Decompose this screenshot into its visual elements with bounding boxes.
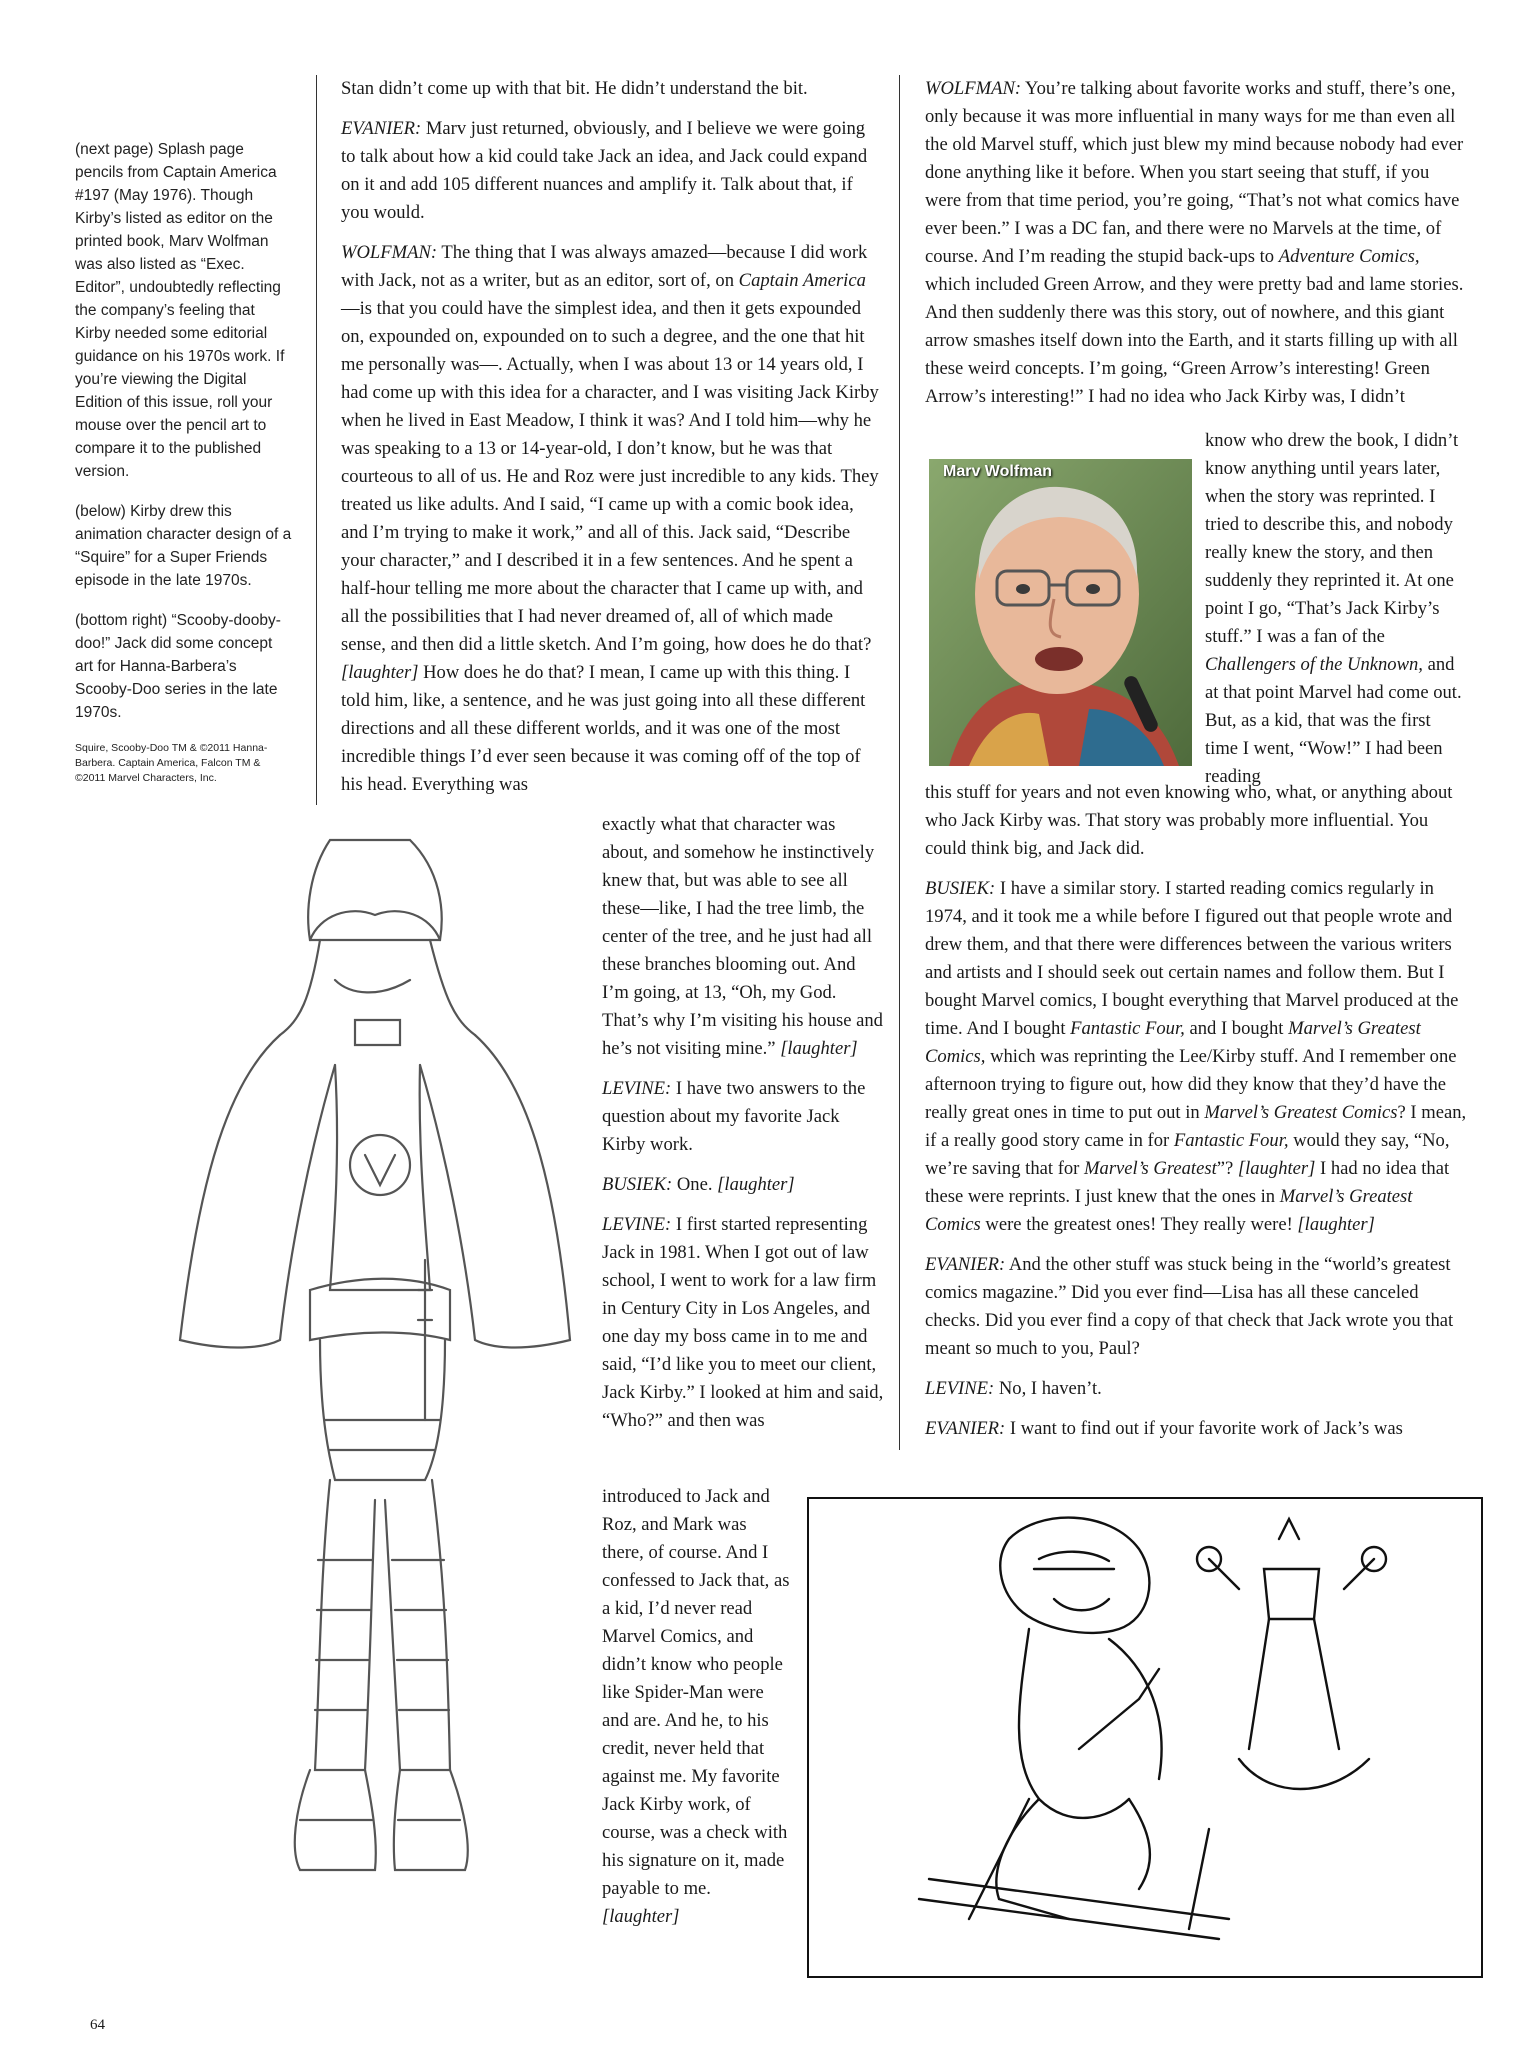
middle-para-1: [341, 115, 881, 227]
squire-pencil-drawing: [160, 820, 590, 1980]
text: I had no idea that these were reprints. I just knew that the ones in: [925, 1158, 1450, 1207]
text: were the greatest ones! They really were!: [980, 1214, 1298, 1235]
speaker-evanier: EVANIER:: [925, 1418, 1006, 1439]
right-para-0c: [1205, 427, 1467, 791]
title: Fantastic Four,: [1173, 1130, 1289, 1151]
right-para-2: [925, 1251, 1467, 1363]
title: Marvel’s Greatest: [1084, 1158, 1217, 1179]
title: Fantastic Four,: [1070, 1018, 1185, 1039]
scooby-doo-concept-art: [807, 1497, 1483, 1978]
laughter: [laughter]: [1237, 1158, 1316, 1179]
speaker-busiek: BUSIEK:: [602, 1174, 673, 1195]
speaker-levine: LEVINE:: [602, 1078, 672, 1099]
right-para-0a: [925, 75, 1467, 411]
text: I want to find out if your favorite work of Jack’s was: [1005, 1418, 1403, 1439]
text: which included Green Arrow, and they were pretty bad and lame stories. And then suddenly there was this story, out of nowhere, and this giant arrow smashes itself down into the Earth, and it starts filling up with all these weird concepts. I’m going, “Green Arrow’s interesting! Green Arrow’s interesting!” I had no idea who Jack Kirby was, I didn’t: [925, 274, 1464, 407]
text: One.: [672, 1174, 718, 1195]
text: ”?: [1216, 1158, 1238, 1179]
laughter: [laughter]: [602, 1906, 680, 1927]
text: ? I mean, if a really good story came in for: [925, 1102, 1467, 1151]
speaker-busiek: BUSIEK:: [925, 878, 996, 899]
narrow-para-3b: [602, 1483, 792, 1931]
caption-next-page: (next page) Splash page pencils from Captain America #197 (May 1976). Though Kirby’s listed as editor on the printed book, Marv Wolfman was also listed as “Exec. Editor”, undoubtedly reflecting the company’s feeling that Kirby needed some editorial guidance on his 1970s work. If you’re viewing the Digital Edition of this issue, roll your mouse over the pencil art to compare it to the published version.: [75, 141, 285, 480]
portrait-illustration: [929, 459, 1192, 766]
narrow-column-bottom: [602, 1483, 792, 1943]
narrow-para-3a: [602, 1211, 884, 1435]
laughter: [laughter]: [780, 1038, 858, 1059]
copyright-credit: Squire, Scooby-Doo TM & ©2011 Hanna-Barbera. Captain America, Falcon TM & ©2011 Marvel Characters, Inc.: [75, 742, 268, 784]
text: You’re talking about favorite works and stuff, there’s one, only because it was more influential in many ways for me than even all the old Marvel stuff, which just blew my mind because nobody had ever done anything like it before. When you start seeing that stuff, if you were from that time period, you’re going, “That’s not what comics have ever been.” I was a DC fan, and there were no Marvels at the time, of course. And I’m reading the stupid back-ups to: [925, 78, 1464, 267]
title-captain-america: Captain America: [738, 270, 866, 291]
squire-sketch: [160, 820, 590, 1980]
text: exactly what that character was about, and somehow he instinctively knew that, but was able to see all these—like, I had the tree limb, the center of the tree, and he just had all these branches blooming out. And I’m going, at 13, “Oh, my God. That’s why I’m visiting his house and he’s not visiting mine.”: [602, 814, 883, 1059]
text: How does he do that? I mean, I came up with this thing. I told him, like, a sentence, and he was just going into all these different directions and all these different worlds, and it was one of the most incredible things I’d ever seen because it was coming off of the top of his head. Everything was: [341, 662, 866, 795]
title: Marvel’s Greatest Comics: [1204, 1102, 1398, 1123]
right-column-top: [925, 75, 1467, 411]
right-para-0e: this stuff for years and not even knowing who, what, or anything about who Jack Kirby was. That story was probably more influential. You could think big, and Jack did.: [925, 782, 1453, 859]
text: I first started representing Jack in 1981. When I got out of law school, I went to work for a law firm in Century City in Los Angeles, and one day my boss came in to me and said, “I’d like you to meet our client, Jack Kirby.” I looked at him and said, “Who?” and then was: [602, 1214, 884, 1431]
title: Marvel’s Greatest Comics: [925, 1186, 1413, 1235]
right-para-1: [925, 875, 1467, 1239]
narrow-column: [602, 811, 884, 1435]
laughter: [laughter]: [1297, 1214, 1375, 1235]
speaker-evanier: EVANIER:: [341, 118, 422, 139]
speaker-wolfman: WOLFMAN:: [925, 78, 1022, 99]
text: would they say, “No, we’re saving that for: [925, 1130, 1450, 1179]
title-adventure-comics: Adventure Comics,: [1278, 246, 1420, 267]
narrow-para-2: [602, 1171, 884, 1199]
middle-para-2: [341, 239, 881, 799]
text: And the other stuff was stuck being in the “world’s greatest comics magazine.” Did you ever find—Lisa has all these canceled checks. Did you ever find a copy of that check that Jack wrote you that meant so much to you, Paul?: [925, 1254, 1454, 1359]
text: I have a similar story. I started reading comics regularly in 1974, and it took me a while before I figured out that people wrote and drew them, and that there were differences between the various writers and artists and I should seek out certain names and follow them. But I bought Marvel comics, I bought everything that Marvel produced at the time. And I bought: [925, 878, 1459, 1039]
middle-column: [341, 75, 881, 811]
speaker-levine: LEVINE:: [925, 1378, 995, 1399]
photo-label: Marv Wolfman: [943, 463, 1053, 480]
text: know who drew the book, I didn’t know anything until years later, when the story was reprinted. I tried to describe this, and nobody really knew the story, and then suddenly they reprinted it. At one point I go, “That’s Jack Kirby’s stuff.” I was a fan of the: [1205, 430, 1459, 647]
speaker-levine: LEVINE:: [602, 1214, 672, 1235]
right-column-bottom: [925, 779, 1467, 1455]
laughter: [laughter]: [717, 1174, 795, 1195]
narrow-para-1: [602, 1075, 884, 1159]
column-rule-right: [899, 75, 900, 1450]
text: I have two answers to the question about my favorite Jack Kirby work.: [602, 1078, 866, 1155]
narrow-para-0: [602, 811, 884, 1063]
marv-wolfman-photo: [929, 459, 1192, 766]
speaker-wolfman: WOLFMAN:: [341, 242, 438, 263]
text: —is that you could have the simplest idea, and then it gets expounded on, expounded on, expounded on to such a degree, and the one that hit me personally was—. Actually, when I was about 13 or 14 years old, I had come up with this idea for a character, and I was visiting Jack Kirby when he lived in East Meadow, I think it was? And I told him—why he was speaking to a 13 or 14-year-old, I don’t know, but he was that courteous to all of us. He and Roz were just incredible to any kids. They treated us like adults. And I said, “I came up with a comic book idea, and I’m trying to make it work,” and all of this. Jack said, “Describe your character,” and I described it in a few sentences. And he spent a half-hour telling me more about the character that I came up with, and all the possibilities that I had never dreamed of, all of which made sense, and then did a little sketch. And I’m going, how does he do that?: [341, 298, 879, 655]
text: The thing that I was always amazed—because I did work with Jack, not as a writer, but as an editor, sort of, on: [341, 242, 868, 291]
title-challengers: Challengers of the Unknown,: [1205, 654, 1423, 675]
text: No, I haven’t.: [994, 1378, 1102, 1399]
middle-para-0: Stan didn’t come up with that bit. He didn’t understand the bit.: [341, 78, 808, 99]
text: introduced to Jack and Roz, and Mark was there, of course. And I confessed to Jack that, as a kid, I’d never read Marvel Comics, and didn’t know who people like Spider-Man were and are. And he, to his credit, never held that against me. My favorite Jack Kirby work, of course, was a check with his signature on it, made payable to me.: [602, 1486, 790, 1899]
text: which was reprinting the Lee/Kirby stuff. And I remember one afternoon trying to figure out, how did they know that they’d have the really great ones in time to put out in: [925, 1046, 1457, 1123]
right-para-4: [925, 1415, 1467, 1443]
text: Marv just returned, obviously, and I believe we were going to talk about how a kid could take Jack an idea, and Jack could expand on it and add 105 different nuances and amplify it. Talk about that, if you would.: [341, 118, 868, 223]
right-column-beside-photo: [1205, 427, 1467, 791]
caption-column: [75, 138, 293, 803]
right-para-3: [925, 1375, 1467, 1403]
page-number: 64: [90, 2017, 105, 2033]
column-rule-left: [316, 75, 317, 805]
laughter: [laughter]: [341, 662, 419, 683]
caption-bottom-right: (bottom right) “Scooby-dooby-doo!” Jack did some concept art for Hanna-Barbera’s Scooby-Doo series in the late 1970s.: [75, 612, 281, 721]
caption-below: (below) Kirby drew this animation character design of a “Squire” for a Super Friends episode in the late 1970s.: [75, 503, 292, 589]
scooby-sketch: [809, 1499, 1481, 1976]
speaker-evanier: EVANIER:: [925, 1254, 1006, 1275]
text: and at that point Marvel had come out. But, as a kid, that was the first time I went, “Wow!” I had been reading: [1205, 654, 1462, 787]
title: Marvel’s Greatest Comics,: [925, 1018, 1421, 1067]
text: and I bought: [1184, 1018, 1289, 1039]
